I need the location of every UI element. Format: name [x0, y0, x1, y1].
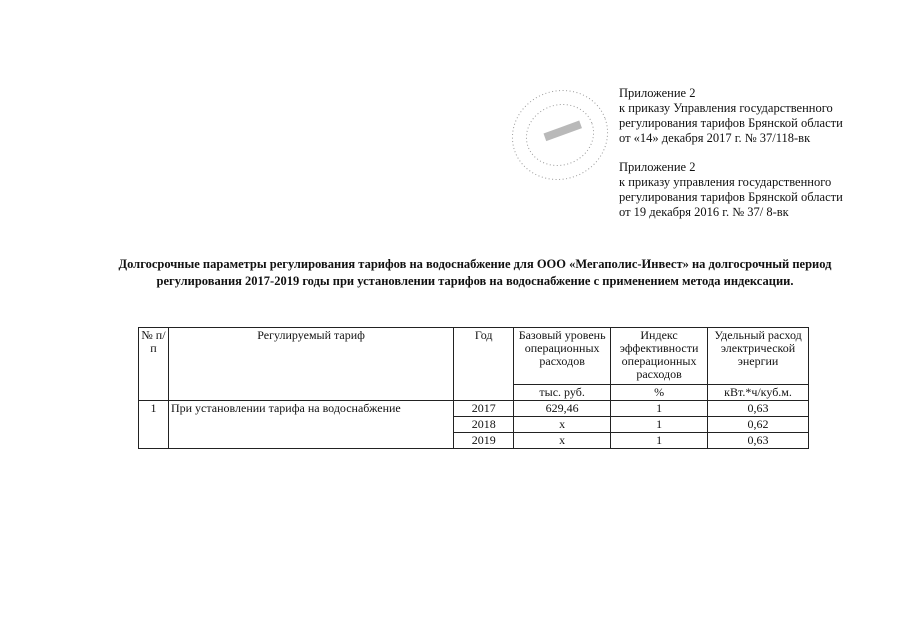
energy-cell: 0,63	[708, 433, 809, 449]
year-cell: 2017	[454, 401, 514, 417]
efficiency-cell: 1	[611, 417, 708, 433]
appendix-line: от «14» декабря 2017 г. № 37/118-вк	[619, 131, 811, 145]
base-level-cell: x	[514, 433, 611, 449]
header-num: № п/п	[139, 328, 169, 401]
appendix-line: регулирования тарифов Брянской области	[619, 116, 843, 130]
table-row	[139, 401, 809, 417]
document-title-line: регулирования 2017-2019 годы при установлении тарифов на водоснабжение с применением метода индексации.	[156, 274, 794, 288]
header-energy: Удельный расход электрической энергии	[708, 328, 809, 385]
header-row	[139, 328, 809, 385]
header-base-level: Базовый уровень операционных расходов	[514, 328, 611, 385]
document-title-line: Долгосрочные параметры регулирования тарифов на водоснабжение для ООО «Мегаполис-Инвест» на долгосрочный период	[118, 257, 832, 271]
tariff-name: При установлении тарифа на водоснабжение	[168, 401, 453, 449]
appendix-note-current	[619, 86, 843, 146]
base-level-cell: x	[514, 417, 611, 433]
appendix-line: к приказу управления государственного	[619, 175, 832, 189]
appendix-line: Приложение 2	[619, 160, 696, 174]
unit-efficiency: %	[611, 385, 708, 401]
energy-cell: 0,63	[708, 401, 809, 417]
energy-cell: 0,62	[708, 417, 809, 433]
row-number: 1	[139, 401, 169, 449]
appendix-note-previous	[619, 160, 843, 220]
year-cell: 2019	[454, 433, 514, 449]
unit-base-level: тыс. руб.	[514, 385, 611, 401]
year-cell: 2018	[454, 417, 514, 433]
appendix-line: к приказу Управления государственного	[619, 101, 833, 115]
header-efficiency: Индекс эффективности операционных расходов	[611, 328, 708, 385]
base-level-cell: 629,46	[514, 401, 611, 417]
document-title	[80, 256, 870, 290]
appendix-line: от 19 декабря 2016 г. № 37/ 8-вк	[619, 205, 789, 219]
unit-energy: кВт.*ч/куб.м.	[708, 385, 809, 401]
official-stamp	[505, 80, 615, 190]
appendix-line: регулирования тарифов Брянской области	[619, 190, 843, 204]
parameters-table	[138, 327, 809, 449]
appendix-line: Приложение 2	[619, 86, 696, 100]
header-year: Год	[454, 328, 514, 401]
header-tariff: Регулируемый тариф	[168, 328, 453, 401]
efficiency-cell: 1	[611, 401, 708, 417]
efficiency-cell: 1	[611, 433, 708, 449]
